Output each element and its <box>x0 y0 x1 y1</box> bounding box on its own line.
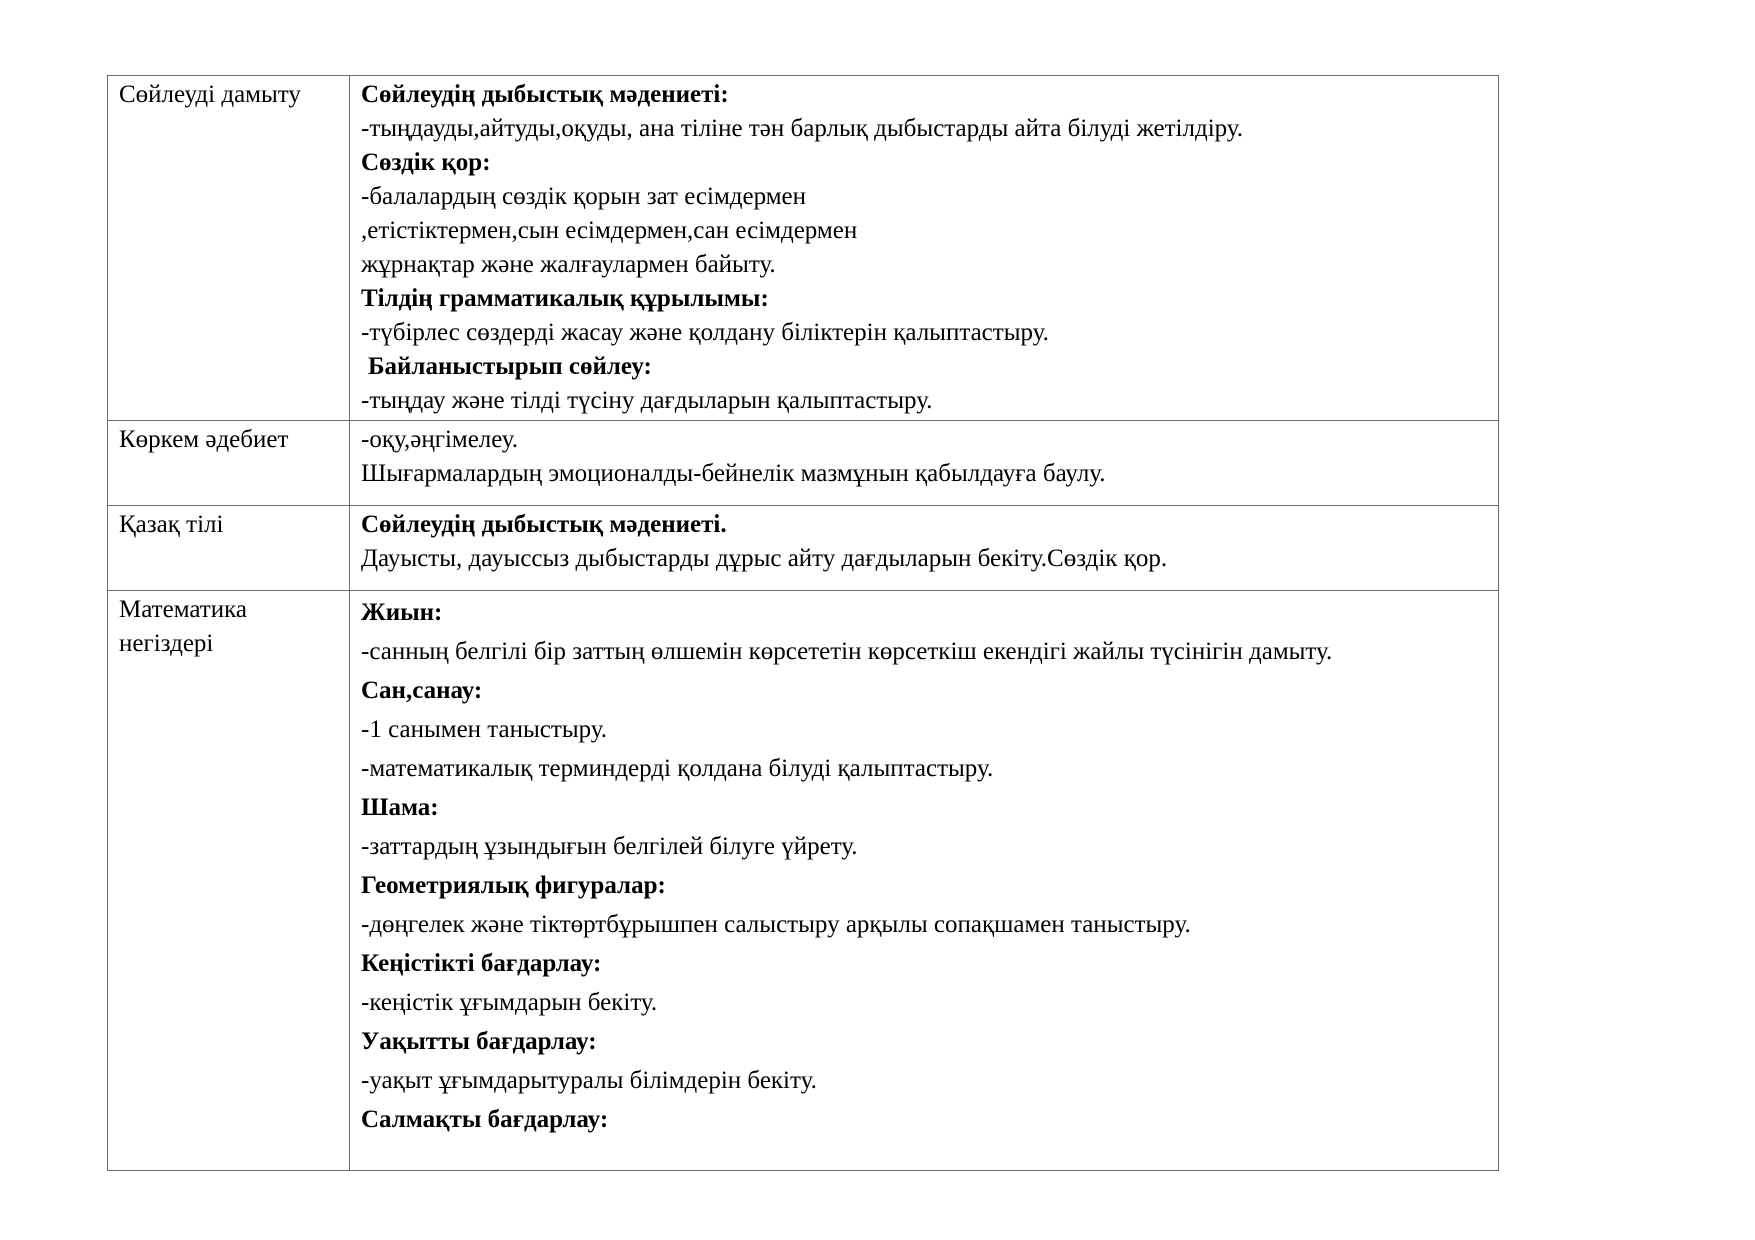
content-line: -заттардың ұзындығын белгілей білуге үйрету. <box>361 833 858 860</box>
table-row <box>108 506 1499 591</box>
subject-cell <box>108 591 350 1171</box>
subject-cell <box>108 506 350 591</box>
subject-label: Математика <box>119 596 247 623</box>
content-line: Дауысты, дауыссыз дыбыстарды дұрыс айту дағдыларын бекіту.Сөздік қор. <box>361 545 1168 572</box>
content-paragraph: -санның белгілі бір заттың өлшемін көрсететін көрсеткіш екендігі жайлы түсінігін дамыту. <box>361 638 1333 665</box>
section-heading: Уақытты бағдарлау: <box>361 1028 597 1055</box>
content-cell <box>350 591 1499 1171</box>
section-heading: Геометриялық фигуралар: <box>361 872 666 899</box>
table-row <box>108 421 1499 506</box>
content-cell <box>350 421 1499 506</box>
content-line: -түбірлес сөздерді жасау және қолдану біліктерін қалыптастыру. <box>361 319 1049 346</box>
content-cell <box>350 76 1499 421</box>
content-line: -балалардың сөздік қорын зат есімдермен <box>361 183 807 210</box>
section-heading: Тілдің грамматикалық құрылымы: <box>361 285 769 312</box>
content-line: ,етістіктермен,сын есімдермен,сан есімдермен <box>361 217 858 244</box>
content-line: -тыңдау және тілді түсіну дағдыларын қалыптастыру. <box>361 387 933 414</box>
content-line: -дөңгелек және тіктөртбұрышпен салыстыру арқылы сопақшамен таныстыру. <box>361 911 1191 938</box>
section-heading: Жиын: <box>361 599 443 626</box>
section-heading: Шама: <box>361 794 439 821</box>
table-row <box>108 591 1499 1171</box>
section-heading: Салмақты бағдарлау: <box>361 1106 609 1133</box>
table-row <box>108 76 1499 421</box>
content-line: -математикалық терминдерді қолдана білуді қалыптастыру. <box>361 755 994 782</box>
section-heading: Сөздік қор: <box>361 149 491 176</box>
section-heading: Байланыстырып сөйлеу: <box>368 353 652 380</box>
curriculum-table <box>107 75 1499 1171</box>
content-line: -1 санымен таныстыру. <box>361 716 608 743</box>
subject-label: Сөйлеуді дамыту <box>119 81 301 108</box>
section-heading: Сөйлеудің дыбыстық мәдениеті. <box>361 511 727 538</box>
subject-label: Көркем әдебиет <box>119 426 289 453</box>
section-heading: Сөйлеудің дыбыстық мәдениеті: <box>361 81 729 108</box>
subject-label: негіздері <box>119 630 214 657</box>
subject-label: Қазақ тілі <box>119 511 224 538</box>
content-line: -оқу,әңгімелеу. <box>361 426 519 453</box>
content-line: -уақыт ұғымдарытуралы білімдерін бекіту. <box>361 1067 817 1094</box>
content-line: -тыңдауды,айтуды,оқуды, ана тіліне тән барлық дыбыстарды айта білуді жетілдіру. <box>361 115 1244 142</box>
subject-cell <box>108 76 350 421</box>
content-cell <box>350 506 1499 591</box>
content-line: Шығармалардың эмоционалды-бейнелік мазмұнын қабылдауға баулу. <box>361 460 1106 487</box>
content-line: -кеңістік ұғымдарын бекіту. <box>361 989 658 1016</box>
section-heading: Кеңістікті бағдарлау: <box>361 950 602 977</box>
subject-cell <box>108 421 350 506</box>
section-heading: Сан,санау: <box>361 677 483 704</box>
content-line: жұрнақтар және жалғаулармен байыту. <box>361 251 776 278</box>
